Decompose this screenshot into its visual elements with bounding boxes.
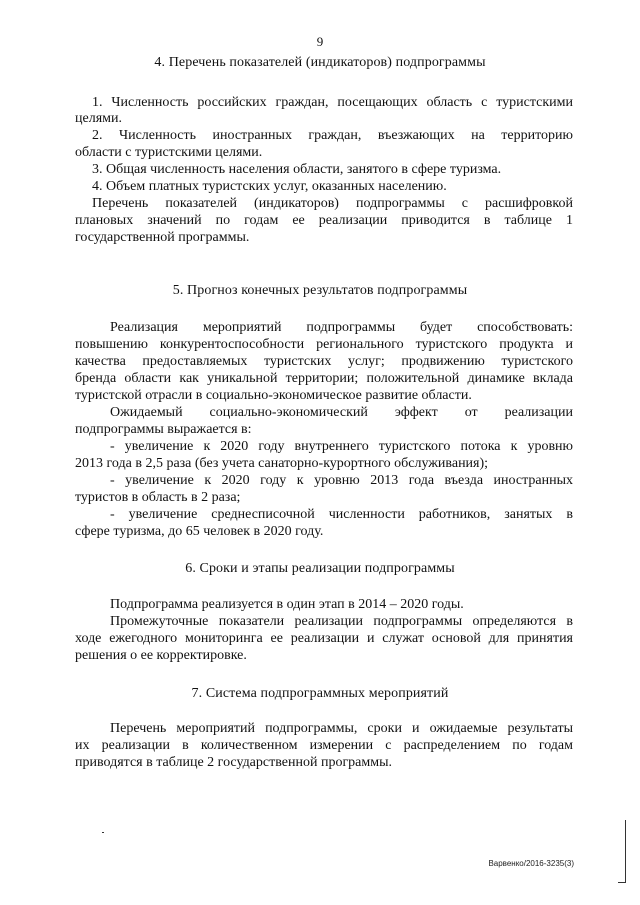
section-4-line: плановых значений по годам ее реализации приводится в таблице 1 <box>75 213 573 228</box>
section-7-line: Перечень мероприятий подпрограммы, сроки и ожидаемые результаты <box>110 721 573 736</box>
section-4-line: 4. Объем платных туристских услуг, оказанных населению. <box>92 179 447 194</box>
section-5-line: Реализация мероприятий подпрограммы будет способствовать: <box>110 320 573 335</box>
section-5-line: качества предоставляемых туристских услуг; продвижению туристского <box>75 354 573 369</box>
page-number: 9 <box>316 34 324 49</box>
section-4-line: государственной программы. <box>75 230 250 245</box>
section-5-line: Ожидаемый социально-экономический эффект от реализации <box>110 405 573 420</box>
section-6-line: Подпрограмма реализуется в один этап в 2014 – 2020 годы. <box>110 597 464 612</box>
scan-dot <box>102 832 104 833</box>
section-6-line: решения о ее корректировке. <box>75 648 247 663</box>
section-5-line: туристской отрасли в социально-экономическое развитие области. <box>75 388 472 403</box>
scan-margin-line <box>625 820 626 882</box>
section-4-line: целями. <box>75 111 122 126</box>
section-4-heading: 4. Перечень показателей (индикаторов) подпрограммы <box>154 55 486 70</box>
section-5-heading: 5. Прогноз конечных результатов подпрограммы <box>172 283 468 298</box>
section-4-line: области с туристскими целями. <box>75 145 263 160</box>
section-5-line: подпрограммы выражается в: <box>75 422 252 437</box>
section-6-heading: 6. Сроки и этапы реализации подпрограммы <box>185 561 455 576</box>
document-code: Варвенко/2016-3235(3) <box>488 859 574 868</box>
section-5-line: бренда области как уникальной территории; положительной динамике вклада <box>75 371 573 386</box>
section-5-line: сфере туризма, до 65 человек в 2020 году. <box>75 524 324 539</box>
section-5-line: 2013 года в 2,5 раза (без учета санаторно-курортного обслуживания); <box>75 456 489 471</box>
section-6-line: ходе ежегодного мониторинга ее реализации и служат основой для принятия <box>75 631 573 646</box>
section-4-line: 3. Общая численность населения области, занятого в сфере туризма. <box>92 162 502 177</box>
section-5-line: - увеличение к 2020 году внутреннего туристского потока к уровню <box>110 439 573 454</box>
section-4-line: 2. Численность иностранных граждан, въезжающих на территорию <box>92 128 573 143</box>
section-4-line: Перечень показателей (индикаторов) подпрограммы с расшифровкой <box>92 196 573 211</box>
section-5-line: повышению конкурентоспособности регионального туристского продукта и <box>75 337 573 352</box>
section-7-line: их реализации в количественном измерении с распределением по годам <box>75 738 573 753</box>
section-4-line: 1. Численность российских граждан, посещающих область с туристскими <box>92 95 573 110</box>
section-7-heading: 7. Система подпрограммных мероприятий <box>191 686 449 701</box>
section-5-line: - увеличение среднесписочной численности работников, занятых в <box>110 507 573 522</box>
section-5-line: туристов в область в 2 раза; <box>75 490 241 505</box>
scan-margin-tick <box>618 882 626 883</box>
section-6-line: Промежуточные показатели реализации подпрограммы определяются в <box>110 614 573 629</box>
section-7-line: приводятся в таблице 2 государственной программы. <box>75 755 393 770</box>
section-5-line: - увеличение к 2020 году к уровню 2013 года въезда иностранных <box>110 473 573 488</box>
